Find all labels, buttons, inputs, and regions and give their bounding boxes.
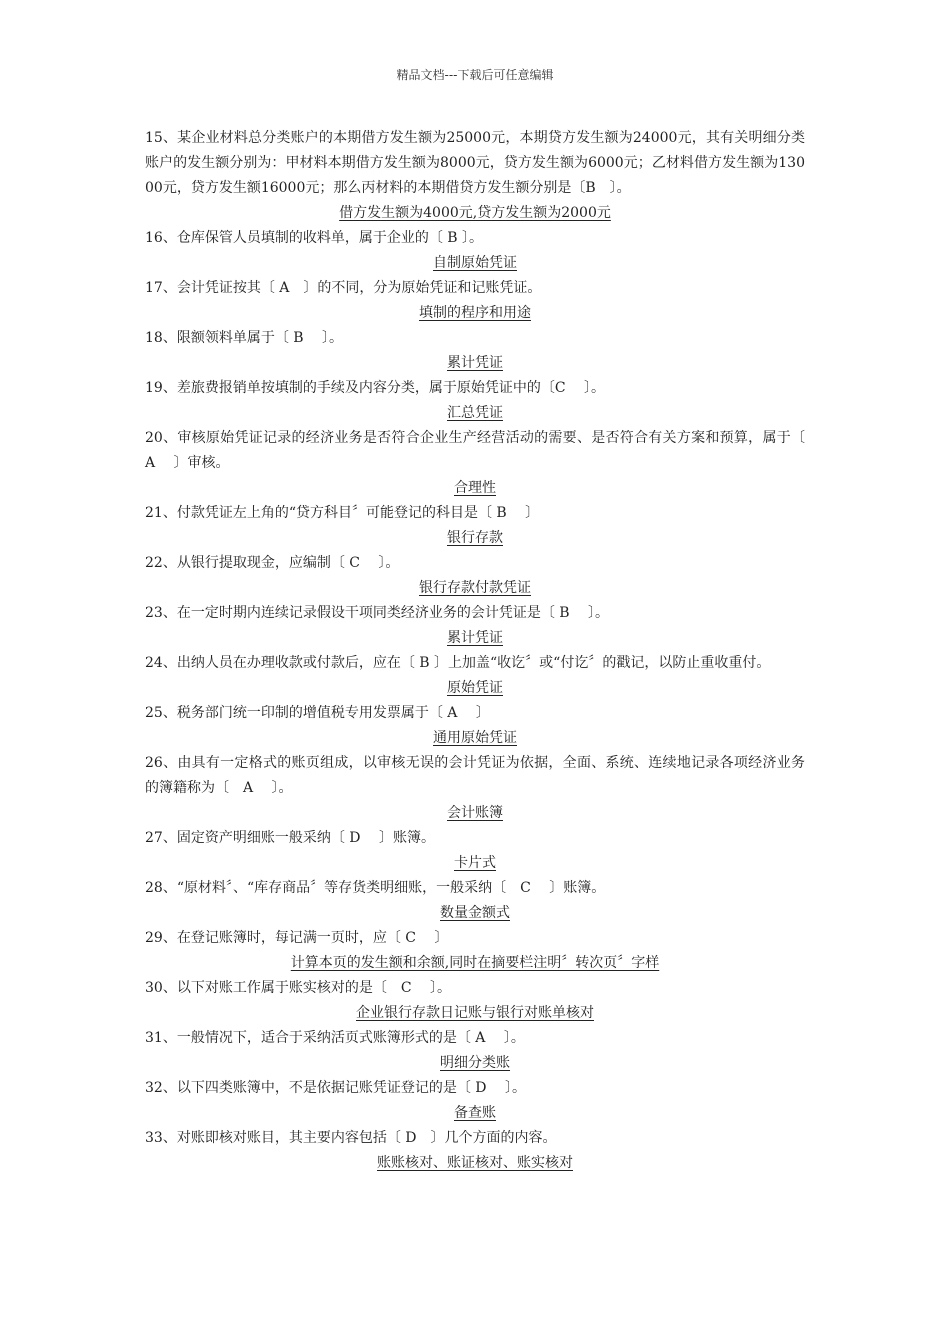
answer-25: 通用原始凭证 xyxy=(433,730,517,746)
question-18: 18、限额领料单属于〔 B 〕。 xyxy=(145,330,344,346)
question-23: 23、在一定时期内连续记录假设干项同类经济业务的会计凭证是〔 B 〕。 xyxy=(145,605,610,621)
answer-17: 填制的程序和用途 xyxy=(419,305,531,321)
answer-29: 计算本页的发生额和余额,同时在摘要栏注明〞转次页〞字样 xyxy=(290,955,660,971)
answer-20: 合理性 xyxy=(454,480,496,496)
answer-18: 累计凭证 xyxy=(447,355,503,371)
question-28: 28、“原材料〞、“库存商品〞等存货类明细账，一般采纳〔 C 〕账簿。 xyxy=(145,880,606,896)
page-header: 精品文档---下载后可任意编辑 xyxy=(396,68,554,82)
question-15: 15、某企业材料总分类账户的本期借方发生额为25000元，本期贷方发生额为24000元，其有关明细分类账户的发生额分别为：甲材料本期借方发生额为8000元，贷方发生额为6000元；乙材料借方发生额为13000元，贷方发生额16000元；那么丙材料的本期借贷方发生额分别是〔B 〕。 xyxy=(145,130,805,196)
question-25: 25、税务部门统一印制的增值税专用发票属于〔 A 〕 xyxy=(145,705,490,721)
answer-24: 原始凭证 xyxy=(447,680,503,696)
answer-21: 银行存款 xyxy=(447,530,503,546)
answer-30: 企业银行存款日记账与银行对账单核对 xyxy=(356,1005,594,1021)
question-16: 16、仓库保管人员填制的收料单，属于企业的〔 B 〕。 xyxy=(145,230,484,246)
answer-32: 备查账 xyxy=(454,1105,496,1121)
question-31: 31、一般情况下，适合于采纳活页式账簿形式的是〔 A 〕。 xyxy=(145,1030,525,1046)
question-21: 21、付款凭证左上角的“贷方科目〞可能登记的科目是〔 B 〕 xyxy=(145,505,540,521)
question-33: 33、对账即核对账目，其主要内容包括〔 D 〕几个方面的内容。 xyxy=(145,1130,557,1146)
answer-22: 银行存款付款凭证 xyxy=(419,580,531,596)
question-22: 22、从银行提取现金，应编制〔 C 〕。 xyxy=(145,555,400,571)
answer-33: 账账核对、账证核对、账实核对 xyxy=(377,1155,573,1171)
question-list xyxy=(145,126,819,1176)
answer-19: 汇总凭证 xyxy=(447,405,503,421)
question-26: 26、由具有一定格式的账页组成，以审核无误的会计凭证为依据，全面、系统、连续地记录各项经济业务的簿籍称为〔 A 〕。 xyxy=(145,755,805,796)
answer-31: 明细分类账 xyxy=(440,1055,510,1071)
answer-23: 累计凭证 xyxy=(447,630,503,646)
answer-16: 自制原始凭证 xyxy=(433,255,517,271)
question-24: 24、出纳人员在办理收款或付款后，应在〔 B 〕上加盖“收讫〞或“付讫〞的戳记，以防止重收重付。 xyxy=(145,655,771,671)
answer-26: 会计账簿 xyxy=(447,805,503,821)
question-30: 30、以下对账工作属于账实核对的是〔 C 〕。 xyxy=(145,980,451,996)
answer-15: 借方发生额为4000元,贷方发生额为2000元 xyxy=(339,205,611,221)
question-20: 20、审核原始凭证记录的经济业务是否符合企业生产经营活动的需要、是否符合有关方案和预算，属于〔 A 〕审核。 xyxy=(145,430,819,471)
answer-27: 卡片式 xyxy=(454,855,496,871)
question-27: 27、固定资产明细账一般采纳〔 D 〕账簿。 xyxy=(145,830,435,846)
question-29: 29、在登记账簿时，每记满一页时，应〔 C 〕 xyxy=(145,930,449,946)
question-32: 32、以下四类账簿中，不是依据记账凭证登记的是〔 D 〕。 xyxy=(145,1080,526,1096)
answer-28: 数量金额式 xyxy=(440,905,510,921)
question-19: 19、差旅费报销单按填制的手续及内容分类，属于原始凭证中的〔C 〕。 xyxy=(145,380,605,396)
question-17: 17、会计凭证按其〔 A 〕的不同，分为原始凭证和记账凭证。 xyxy=(145,280,542,296)
